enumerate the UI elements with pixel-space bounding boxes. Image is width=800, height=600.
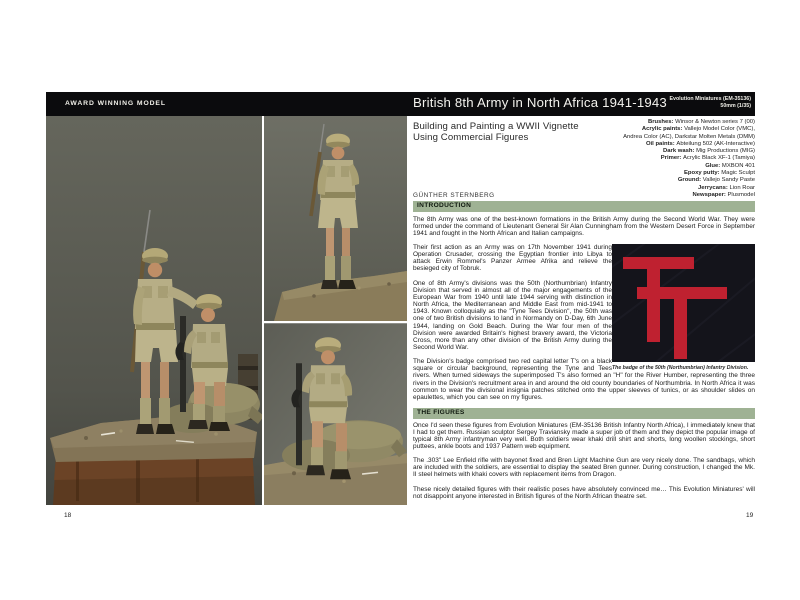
materials-list bbox=[455, 119, 755, 199]
right-leg bbox=[342, 228, 350, 258]
left-boot bbox=[306, 465, 325, 475]
materials-line: Newspaper: Plusmodel bbox=[692, 191, 755, 198]
bren-gun bbox=[296, 363, 302, 465]
intro-paragraph: The 8th Army was one of the best-known formations in the British Army during the Second World War. They were formed under the command of Lieutenant General Sir Alan Cunningham from the Western Desert Force in September 1941 and fought in the North African and Italian campaigns. bbox=[413, 215, 755, 237]
first-t-stem bbox=[647, 257, 660, 342]
main-photo-illustration bbox=[46, 116, 262, 505]
product-info bbox=[669, 96, 751, 110]
author-name: GÜNTHER STERNBERG bbox=[413, 192, 495, 199]
intro-paragraph: One of 8th Army's divisions was the 50th (Northumbrian) Infantry Division that served in almost all of the major engagements of the European War from 1940 until late 1944 serving with distinction in North Africa, the Mediterranean and Middle East from mid-1941 to 1943. Known colloquially as the "Tyne Tees Division", the 50th was one of two British divisions to land in Normandy on D-Day, 6th June 1944, landing on Gold Beach. During the War four men of the Division were awarded Britain's highest bravery award, the Victoria Cross, more than any other division of the British Army during the Second World War. bbox=[413, 279, 612, 351]
right-boot bbox=[209, 422, 230, 431]
left-leg bbox=[141, 362, 150, 398]
figures-paragraph: The .303" Lee Enfield rifle with bayonet fixed and Bren Light Machine Gun are very nicely done. The sandbags, which are included with the soldiers, are essential to display the seated Bren gunner. During construction, I changed the Mk. II steel helmets with khaki covers with replacement items from Dragon. bbox=[413, 457, 755, 479]
introduction-body bbox=[413, 216, 755, 409]
materials-line: Epoxy putty: Magic Sculpt bbox=[683, 170, 755, 177]
left-leg bbox=[326, 228, 334, 258]
section-heading-the-figures: THE FIGURES bbox=[413, 408, 755, 419]
web-belt bbox=[321, 192, 355, 198]
header-bar bbox=[46, 92, 755, 116]
subtitle-line1: Building and Painting a WWII Vignette bbox=[413, 121, 579, 132]
left-stocking bbox=[140, 398, 151, 424]
bren-gun bbox=[180, 316, 186, 412]
figures-paragraph: Once I'd seen these figures from Evolution Miniatures (EM-35136 British Infantry North Africa), I immediately knew that I had to get them. Russian sculptor Sergey Traviansky made a super job of them and they depict the popular image of typical 8th Army infantryman very well. Both soldiers wear khaki drill shirt and shorts, long woollen stockings, short puttees, ankle boots and 1937 Pattern web equipment. bbox=[413, 421, 755, 450]
standing-soldier-illustration bbox=[264, 116, 407, 321]
face bbox=[201, 308, 215, 322]
right-boot bbox=[330, 469, 351, 479]
second-t-stem bbox=[674, 287, 687, 359]
shirt bbox=[191, 324, 228, 368]
face bbox=[331, 147, 344, 160]
right-stocking bbox=[159, 398, 170, 424]
right-shin bbox=[336, 423, 347, 453]
left-boot bbox=[321, 280, 338, 289]
materials-line: Primer: Acrylic Black XF-1 (Tamiya) bbox=[660, 155, 755, 162]
shirt bbox=[309, 365, 348, 407]
tt-badge-illustration bbox=[612, 244, 755, 362]
left-shin bbox=[312, 421, 323, 449]
page-number-left: 18 bbox=[64, 512, 72, 519]
page-number-right: 19 bbox=[746, 512, 754, 519]
right-boot bbox=[338, 280, 356, 289]
materials-line: Oil paints: Abteilung 502 (AK-Interactive) bbox=[645, 140, 755, 147]
seated-soldier-illustration bbox=[264, 323, 407, 506]
materials-line: Glue: MXBON 401 bbox=[705, 162, 755, 169]
web-belt bbox=[192, 362, 228, 368]
face bbox=[321, 350, 335, 364]
figures-paragraph: These nicely detailed figures with their realistic poses have absolutely convinced me… This Evolution Miniatures' will not disappoint anyone interested in British figures of the North African theatre set. bbox=[413, 485, 755, 500]
web-belt bbox=[309, 401, 347, 407]
standing-soldier-photo bbox=[264, 116, 407, 321]
division-badge-figure bbox=[612, 244, 755, 371]
article-title: British 8th Army in North Africa 1941-1943 bbox=[413, 95, 667, 110]
materials-line: Brushes: Winsor & Newton series 7 (00) bbox=[647, 119, 755, 125]
badge-caption: The badge of the 50th (Northumbrian) Infantry Division. bbox=[612, 364, 749, 371]
materials-line: Andrea Color (AC), Darkstar Molten Metals (DMM) bbox=[623, 133, 755, 140]
section-heading-introduction: INTRODUCTION bbox=[413, 201, 755, 212]
face bbox=[148, 263, 162, 277]
materials-line: Acrylic paints: Vallejo Model Color (VMC), bbox=[641, 126, 755, 133]
left-boot bbox=[188, 420, 208, 429]
award-winning-label: AWARD WINNING MODEL bbox=[65, 100, 166, 107]
product-line1: Evolution Miniatures (EM-35136) bbox=[669, 96, 751, 102]
subtitle-line2: Using Commercial Figures bbox=[413, 132, 529, 143]
materials-line: Ground: Vallejo Sandy Paste bbox=[677, 177, 755, 184]
materials-line: Jerrycans: Lion Roar bbox=[698, 184, 755, 191]
division-badge-image bbox=[612, 244, 755, 362]
right-shin bbox=[214, 382, 225, 408]
right-boot bbox=[156, 424, 175, 434]
left-boot bbox=[136, 424, 154, 434]
the-figures-body bbox=[413, 422, 755, 507]
seated-soldier-photo bbox=[264, 323, 407, 506]
intro-paragraph: Their first action as an Army was on 17th November 1941 during Operation Crusader, crossing the Egyptian frontier into Libya to attack Erwin Rommel's Panzer Armee Afrika and relieve the besieged city of Tobruk. bbox=[413, 243, 612, 273]
intro-paragraph: The Division's badge comprised two red capital letter T's on a black square or circular background, representing the Tyne and Tees rivers. When turned sideways the superimposed T's also formed an "H" for the River Humber, representing the three rivers in the Division's recruitment area in and around the old county boundaries of Northumbria. In North Africa it was common to wear the divisional insignia patches stitched onto the upper sleeves of tunics, or as shoulder slides on epaulettes, which you can see on my figures. bbox=[413, 358, 755, 401]
main-photo-two-soldiers bbox=[46, 116, 262, 505]
materials-line: Dark wash: Mig Productions (MIG) bbox=[663, 148, 755, 155]
shorts bbox=[309, 407, 347, 423]
left-shin bbox=[194, 382, 205, 406]
product-line2: 50mm (1/35) bbox=[720, 103, 751, 109]
right-leg bbox=[160, 362, 169, 398]
